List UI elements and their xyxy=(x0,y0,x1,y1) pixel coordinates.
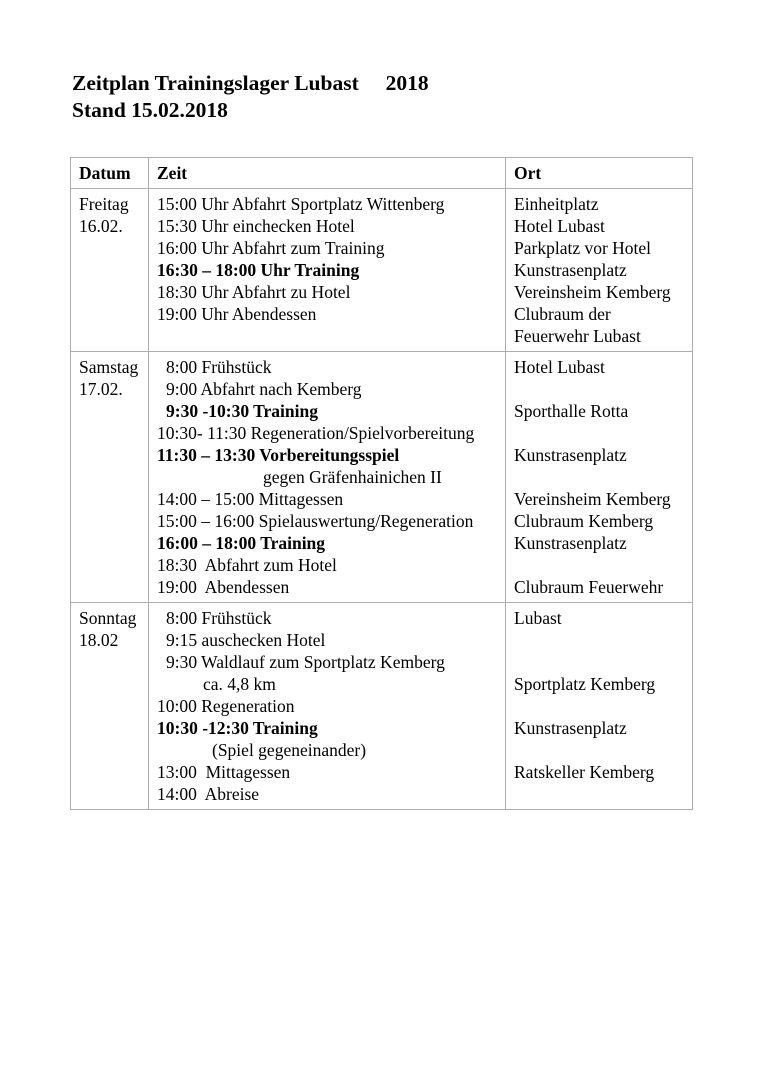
column-header-ort: Ort xyxy=(506,158,693,189)
schedule-line: 10:00 Regeneration xyxy=(157,696,295,716)
table-row xyxy=(71,189,693,352)
schedule-line: 16.02. xyxy=(79,216,123,236)
schedule-line: Kunstrasenplatz xyxy=(514,260,627,280)
schedule-line: Clubraum Feuerwehr xyxy=(514,577,664,597)
table-body xyxy=(71,189,693,810)
schedule-line: 13:00 Mittagessen xyxy=(157,762,291,782)
schedule-line: 16:30 – 18:00 Uhr Training xyxy=(157,260,360,280)
zeit-cell xyxy=(149,352,506,603)
schedule-line xyxy=(514,695,690,717)
column-header-zeit: Zeit xyxy=(149,158,506,189)
schedule-line: 16:00 Uhr Abfahrt zum Training xyxy=(157,238,385,258)
schedule-line: Vereinsheim Kemberg xyxy=(514,282,671,302)
schedule-line: Hotel Lubast xyxy=(514,357,605,377)
datum-cell xyxy=(71,603,149,810)
schedule-line: 15:00 Uhr Abfahrt Sportplatz Wittenberg xyxy=(157,194,445,214)
schedule-line: Sonntag xyxy=(79,608,137,628)
schedule-line: ca. 4,8 km xyxy=(203,674,276,694)
schedule-line: Clubraum Kemberg xyxy=(514,511,654,531)
schedule-line: Samstag xyxy=(79,357,139,377)
schedule-line: Ratskeller Kemberg xyxy=(514,762,655,782)
schedule-line xyxy=(514,554,690,576)
table-row xyxy=(71,352,693,603)
schedule-line: 9:30 -10:30 Training xyxy=(166,401,318,421)
schedule-line: 9:15 auschecken Hotel xyxy=(166,630,326,650)
title-line-2: Stand 15.02.2018 xyxy=(72,98,228,122)
schedule-line: Kunstrasenplatz xyxy=(514,718,627,738)
schedule-line: 10:30- 11:30 Regeneration/Spielvorbereitung xyxy=(157,423,475,443)
schedule-line: Kunstrasenplatz xyxy=(514,533,627,553)
schedule-line: Sportplatz Kemberg xyxy=(514,674,656,694)
schedule-line: 9:00 Abfahrt nach Kemberg xyxy=(166,379,362,399)
table-header xyxy=(71,158,693,189)
schedule-line xyxy=(514,466,690,488)
schedule-line: 11:30 – 13:30 Vorbereitungsspiel xyxy=(157,445,400,465)
page-title xyxy=(72,70,763,124)
schedule-line: 19:00 Uhr Abendessen xyxy=(157,304,317,324)
schedule-line: Einheitplatz xyxy=(514,194,599,214)
zeit-cell xyxy=(149,189,506,352)
schedule-line: Clubraum der xyxy=(514,304,611,324)
schedule-line: 15:30 Uhr einchecken Hotel xyxy=(157,216,355,236)
schedule-line: Sporthalle Rotta xyxy=(514,401,629,421)
schedule-line xyxy=(514,651,690,673)
schedule-line: Lubast xyxy=(514,608,562,628)
schedule-line: Parkplatz vor Hotel xyxy=(514,238,652,258)
schedule-line: Hotel Lubast xyxy=(514,216,605,236)
schedule-line: 19:00 Abendessen xyxy=(157,577,290,597)
ort-cell xyxy=(506,189,693,352)
schedule-line: 15:00 – 16:00 Spielauswertung/Regeneration xyxy=(157,511,474,531)
schedule-line: 9:30 Waldlauf zum Sportplatz Kemberg xyxy=(166,652,445,672)
schedule-line xyxy=(514,783,690,805)
header-row xyxy=(71,158,693,189)
ort-cell xyxy=(506,352,693,603)
schedule-line: Freitag xyxy=(79,194,129,214)
table-row xyxy=(71,603,693,810)
datum-cell xyxy=(71,352,149,603)
schedule-line: 18.02 xyxy=(79,630,119,650)
schedule-line: (Spiel gegeneinander) xyxy=(212,740,367,760)
zeit-cell xyxy=(149,603,506,810)
schedule-line: 8:00 Frühstück xyxy=(166,608,272,628)
schedule-line: 14:00 – 15:00 Mittagessen xyxy=(157,489,344,509)
schedule-line xyxy=(514,739,690,761)
schedule-table xyxy=(70,157,693,810)
schedule-line: Feuerwehr Lubast xyxy=(514,326,641,346)
datum-cell xyxy=(71,189,149,352)
schedule-line: 10:30 -12:30 Training xyxy=(157,718,318,738)
schedule-line: Kunstrasenplatz xyxy=(514,445,627,465)
schedule-line: 18:30 Uhr Abfahrt zu Hotel xyxy=(157,282,351,302)
ort-cell xyxy=(506,603,693,810)
schedule-line: gegen Gräfenhainichen II xyxy=(263,467,442,487)
schedule-line: 18:30 Abfahrt zum Hotel xyxy=(157,555,337,575)
schedule-line xyxy=(514,378,690,400)
schedule-line: 17.02. xyxy=(79,379,123,399)
schedule-line xyxy=(514,422,690,444)
schedule-line: 8:00 Frühstück xyxy=(166,357,272,377)
schedule-line: Vereinsheim Kemberg xyxy=(514,489,671,509)
schedule-line: 14:00 Abreise xyxy=(157,784,260,804)
schedule-line: 16:00 – 18:00 Training xyxy=(157,533,326,553)
column-header-datum: Datum xyxy=(71,158,149,189)
schedule-line xyxy=(514,629,690,651)
title-line-1: Zeitplan Trainingslager Lubast 2018 xyxy=(72,71,429,95)
